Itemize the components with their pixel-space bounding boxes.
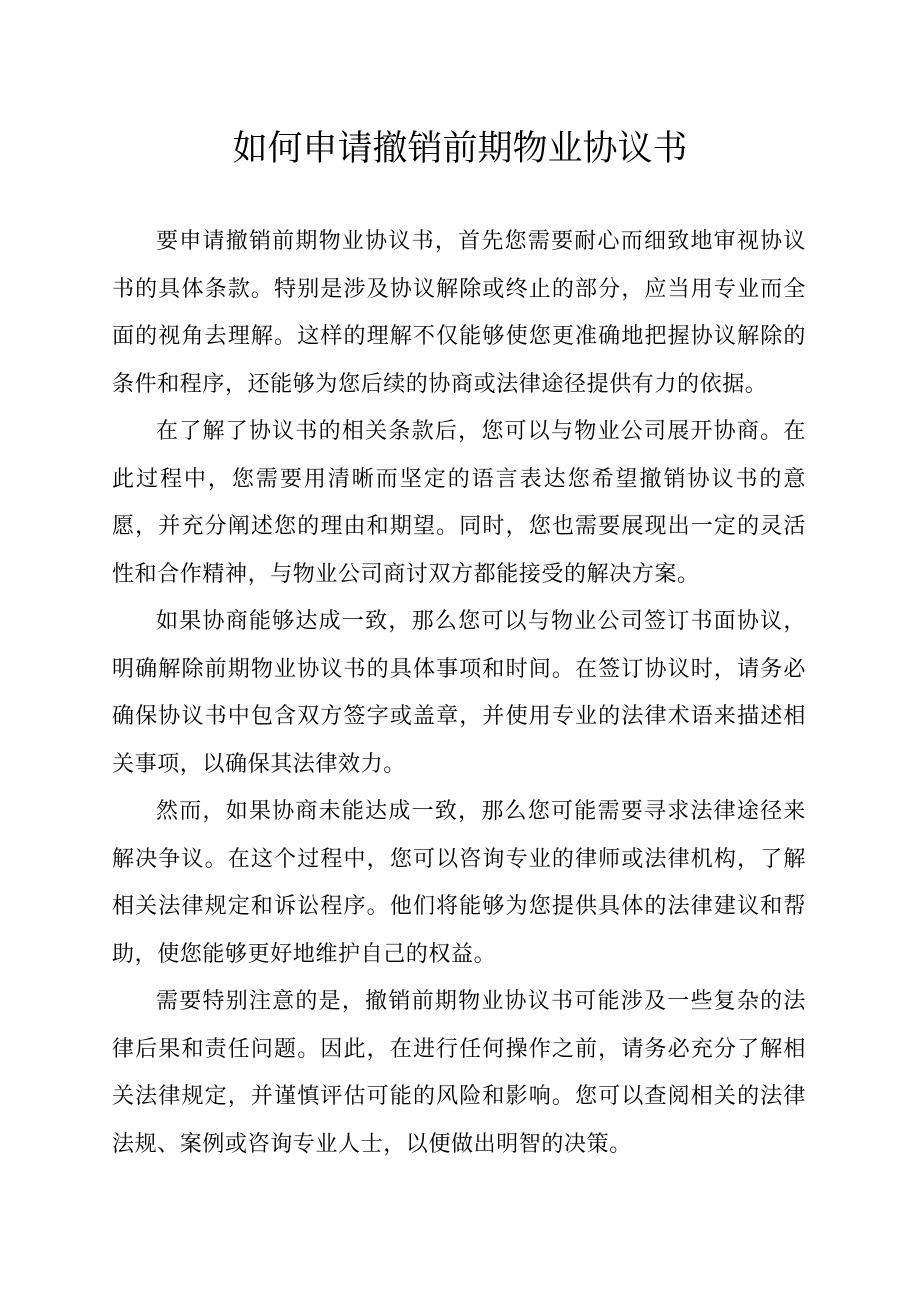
document-body [112,218,806,1168]
paragraph-1: 要申请撤销前期物业协议书，首先您需要耐心而细致地审视协议书的具体条款。特别是涉及协议解除或终止的部分，应当用专业而全面的视角去理解。这样的理解不仅能够使您更准确地把握协议解除的条件和程序，还能够为您后续的协商或法律途径提供有力的依据。 [112,229,806,397]
document-title: 如何申请撤销前期物业协议书 [232,129,688,169]
paragraph-3: 如果协商能够达成一致，那么您可以与物业公司签订书面协议，明确解除前期物业协议书的具体事项和时间。在签订协议时，请务必确保协议书中包含双方签字或盖章，并使用专业的法律术语来描述相关事项，以确保其法律效力。 [112,609,806,777]
paragraph-4: 然而，如果协商未能达成一致，那么您可能需要寻求法律途径来解决争议。在这个过程中，您可以咨询专业的律师或法律机构，了解相关法律规定和诉讼程序。他们将能够为您提供具体的法律建议和帮助，使您能够更好地维护自己的权益。 [112,799,806,967]
paragraph-2: 在了解了协议书的相关条款后，您可以与物业公司展开协商。在此过程中，您需要用清晰而坚定的语言表达您希望撤销协议书的意愿，并充分阐述您的理由和期望。同时，您也需要展现出一定的灵活性和合作精神，与物业公司商讨双方都能接受的解决方案。 [112,419,806,587]
paragraph-5: 需要特别注意的是，撤销前期物业协议书可能涉及一些复杂的法律后果和责任问题。因此，在进行任何操作之前，请务必充分了解相关法律规定，并谨慎评估可能的风险和影响。您可以查阅相关的法律法规、案例或咨询专业人士，以便做出明智的决策。 [112,989,806,1157]
